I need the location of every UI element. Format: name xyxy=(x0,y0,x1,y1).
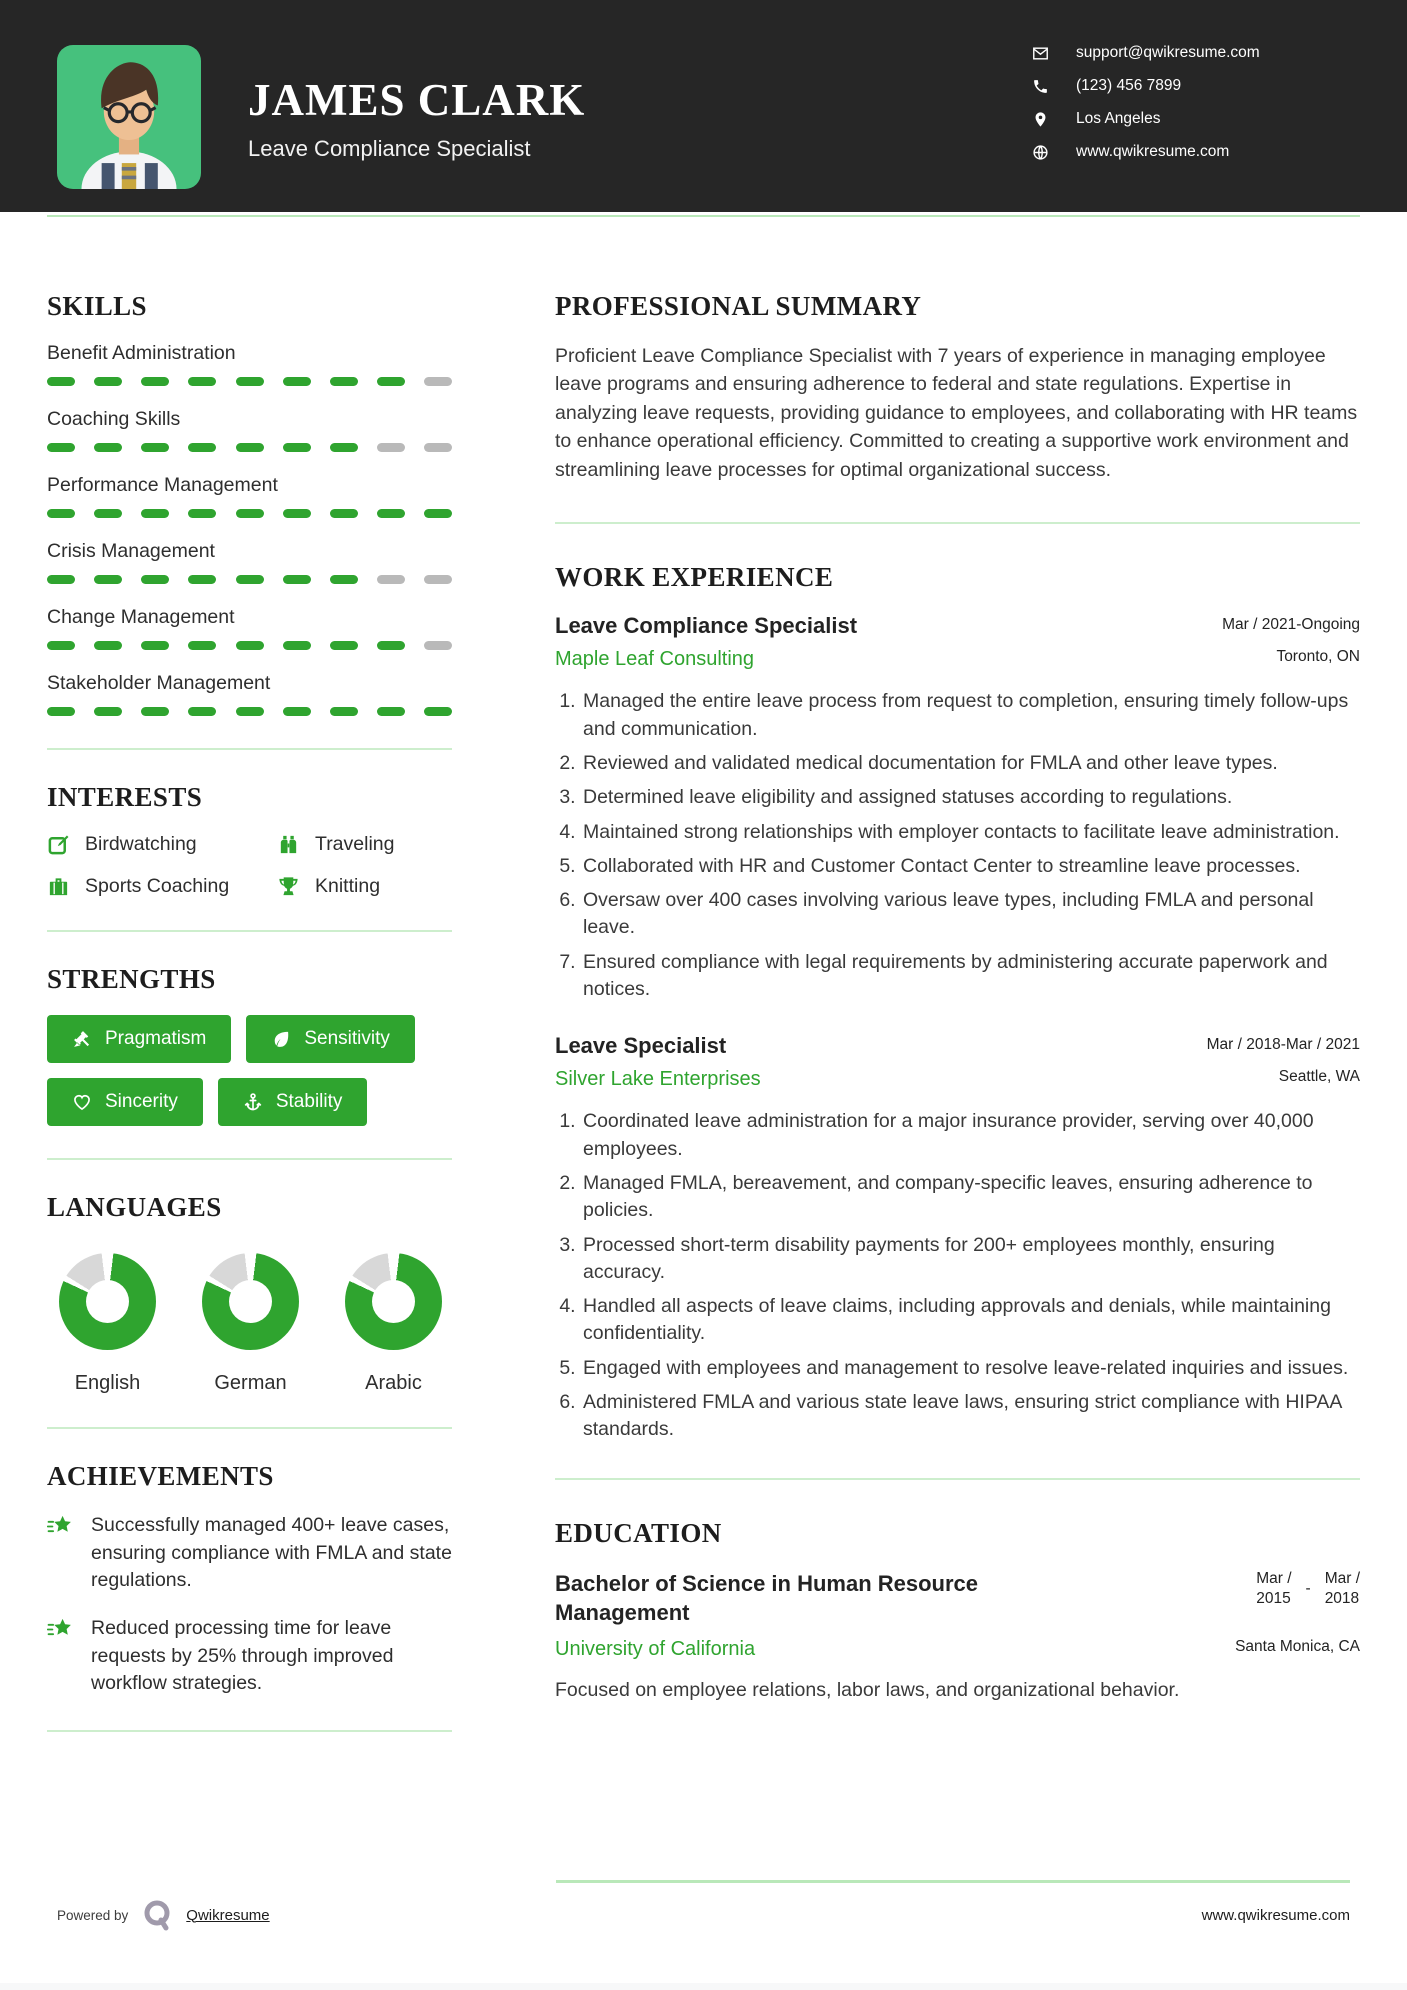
contact-text: support@qwikresume.com xyxy=(1076,44,1260,61)
trophy-icon xyxy=(277,875,300,898)
skill-dash xyxy=(47,707,75,716)
skill-dash xyxy=(47,509,75,518)
skill-dash xyxy=(330,707,358,716)
job-title: Leave Specialist xyxy=(555,1033,727,1059)
languages-list xyxy=(47,1243,452,1395)
job-bullet: 6. Oversaw over 400 cases involving various leave types, including FMLA and personal leave. xyxy=(581,887,1360,942)
person-job-title: Leave Compliance Specialist xyxy=(248,136,531,161)
strength-badge xyxy=(246,1015,415,1063)
education-section xyxy=(555,1518,1360,1702)
education-subheader xyxy=(555,1638,1360,1661)
skill-dash xyxy=(424,707,452,716)
section-divider xyxy=(47,1427,452,1429)
skill-name: Crisis Management xyxy=(47,540,215,562)
language-item xyxy=(59,1253,156,1395)
interest-label: Traveling xyxy=(315,833,395,855)
skill-dash xyxy=(236,707,264,716)
section-divider xyxy=(555,1478,1360,1480)
globe-icon xyxy=(1032,144,1049,161)
skill-dash xyxy=(330,509,358,518)
skills-list xyxy=(47,342,452,716)
skill-dash xyxy=(377,509,405,518)
strength-label: Sensitivity xyxy=(304,1028,390,1049)
interest-item xyxy=(47,833,277,856)
skill-dash xyxy=(377,707,405,716)
date-year: 2015 xyxy=(1256,1589,1291,1607)
strength-label: Sincerity xyxy=(105,1091,178,1112)
language-level-donut xyxy=(59,1253,156,1350)
skill-dash xyxy=(330,641,358,650)
languages-section xyxy=(47,1192,452,1395)
summary-heading: PROFESSIONAL SUMMARY xyxy=(555,291,922,321)
experience-heading: WORK EXPERIENCE xyxy=(555,562,834,593)
job-location xyxy=(1254,1068,1360,1086)
skill-dash xyxy=(283,377,311,386)
skill-dash xyxy=(188,509,216,518)
job-entry xyxy=(555,613,1360,1003)
skill-dash xyxy=(424,443,452,452)
company-name: Maple Leaf Consulting xyxy=(555,648,755,671)
strengths-list xyxy=(47,1015,487,1126)
footer xyxy=(57,1897,1350,1933)
contact-item[interactable] xyxy=(1032,44,1260,62)
achievement-text: Reduced processing time for leave requests by 25% through improved workflow strategies. xyxy=(91,1617,394,1695)
location-text: Santa Monica, CA xyxy=(1235,1637,1360,1655)
strength-badge xyxy=(47,1015,231,1063)
strength-label: Stability xyxy=(275,1091,343,1112)
section-divider xyxy=(555,522,1360,524)
pushpin-icon xyxy=(1254,1069,1270,1085)
bottom-strip xyxy=(0,1983,1407,1990)
language-level-donut xyxy=(202,1253,299,1350)
skills-section xyxy=(47,291,452,716)
achievement-item xyxy=(47,1512,452,1595)
school-name: University of California xyxy=(555,1637,756,1660)
skill-dash xyxy=(236,509,264,518)
job-bullet: 3. Determined leave eligibility and assigned statuses according to regulations. xyxy=(581,784,1360,811)
skill-dash xyxy=(188,575,216,584)
job-entry xyxy=(555,1033,1360,1443)
job-bullet: 1. Coordinated leave administration for a major insurance provider, serving over 40,000 employees. xyxy=(581,1108,1360,1163)
section-divider xyxy=(47,930,452,932)
education-location xyxy=(1210,1638,1360,1656)
achievements-heading: ACHIEVEMENTS xyxy=(47,1461,274,1491)
skill-dash xyxy=(424,377,452,386)
skill-item xyxy=(47,540,452,584)
skill-name: Stakeholder Management xyxy=(47,672,271,694)
achievements-list xyxy=(47,1512,452,1698)
summary-section xyxy=(555,291,1360,484)
education-date-start xyxy=(1256,1569,1291,1609)
skill-level-bar xyxy=(47,377,452,386)
skill-dash xyxy=(330,575,358,584)
interest-item xyxy=(277,875,452,898)
skill-dash xyxy=(283,707,311,716)
section-divider xyxy=(47,1730,452,1732)
languages-heading: LANGUAGES xyxy=(47,1192,222,1222)
left-column xyxy=(47,217,452,1764)
job-dates-text: Mar / 2018-Mar / 2021 xyxy=(1206,1036,1360,1054)
job-bullet: 7. Ensured compliance with legal requirements by administering accurate paperwork and notices. xyxy=(581,949,1360,1004)
skill-item xyxy=(47,474,452,518)
job-bullet: 4. Maintained strong relationships with employer contacts to facilitate leave administration. xyxy=(581,819,1360,846)
gavel-icon xyxy=(72,1029,92,1049)
education-date-end xyxy=(1325,1569,1360,1609)
contact-item xyxy=(1032,77,1260,95)
job-bullet: 3. Processed short-term disability payments for 200+ employees monthly, ensuring accuracy. xyxy=(581,1232,1360,1287)
identity xyxy=(248,75,586,162)
skill-dash xyxy=(236,575,264,584)
calendar-icon xyxy=(1182,1037,1198,1053)
section-divider xyxy=(47,1158,452,1160)
calendar-icon xyxy=(1197,617,1213,633)
right-column xyxy=(555,217,1360,1702)
date-separator: - xyxy=(1305,1579,1311,1597)
job-subheader xyxy=(555,1068,1360,1091)
briefcase-icon xyxy=(47,875,70,898)
skill-dash xyxy=(377,377,405,386)
contact-item[interactable] xyxy=(1032,143,1260,161)
skill-name: Coaching Skills xyxy=(47,408,181,430)
profile-photo xyxy=(57,45,201,189)
strengths-heading: STRENGTHS xyxy=(47,964,216,994)
interest-label: Sports Coaching xyxy=(85,875,230,897)
skill-dash xyxy=(330,377,358,386)
skill-dash xyxy=(141,443,169,452)
date-month: Mar / xyxy=(1256,1569,1292,1587)
job-bullets xyxy=(555,1108,1360,1443)
job-location-text: Toronto, ON xyxy=(1276,648,1360,666)
powered-by xyxy=(57,1897,270,1933)
skill-dash xyxy=(188,641,216,650)
interest-item xyxy=(277,833,452,856)
language-item xyxy=(345,1253,442,1395)
interests-heading: INTERESTS xyxy=(47,782,203,812)
anchor-icon xyxy=(243,1092,263,1112)
skill-dash xyxy=(236,641,264,650)
skill-dash xyxy=(47,641,75,650)
skill-dash xyxy=(47,575,75,584)
skill-dash xyxy=(188,377,216,386)
skill-level-bar xyxy=(47,509,452,518)
skill-dash xyxy=(141,641,169,650)
job-dates-text: Mar / 2021-Ongoing xyxy=(1222,616,1360,634)
skill-dash xyxy=(188,443,216,452)
person-name: JAMES CLARK xyxy=(248,75,586,125)
job-bullet: 2. Managed FMLA, bereavement, and company-specific leaves, ensuring adherence to policies. xyxy=(581,1170,1360,1225)
skill-name: Benefit Administration xyxy=(47,342,236,364)
skill-dash xyxy=(94,509,122,518)
skill-dash xyxy=(141,509,169,518)
job-dates xyxy=(1182,1036,1360,1054)
language-label: German xyxy=(214,1372,287,1394)
location-icon xyxy=(1032,111,1049,128)
skills-heading: SKILLS xyxy=(47,291,147,321)
footer-website-link[interactable]: www.qwikresume.com xyxy=(1201,1906,1350,1924)
skill-dash xyxy=(424,641,452,650)
job-title: Leave Compliance Specialist xyxy=(555,613,858,639)
skill-dash xyxy=(236,443,264,452)
date-month: Mar / xyxy=(1324,1569,1360,1587)
skill-dash xyxy=(377,575,405,584)
skill-dash xyxy=(424,575,452,584)
binoculars-icon xyxy=(277,833,300,856)
skill-dash xyxy=(424,509,452,518)
contact-list xyxy=(1032,44,1260,161)
skill-level-bar xyxy=(47,575,452,584)
interest-item xyxy=(47,875,277,898)
experience-section xyxy=(555,562,1360,1443)
skill-dash xyxy=(330,443,358,452)
footer-divider xyxy=(556,1880,1350,1883)
job-bullet: 2. Reviewed and validated medical documentation for FMLA and other leave types. xyxy=(581,750,1360,777)
phone-icon xyxy=(1032,78,1049,95)
job-bullet: 6. Administered FMLA and various state leave laws, ensuring strict compliance with HIPAA standards. xyxy=(581,1389,1360,1444)
powered-by-label: Powered by xyxy=(57,1907,129,1923)
skill-dash xyxy=(141,377,169,386)
contact-text: (123) 456 7899 xyxy=(1076,77,1182,94)
strength-label: Pragmatism xyxy=(105,1028,207,1049)
job-bullet: 1. Managed the entire leave process from request to completion, ensuring timely follow-ups and communication. xyxy=(581,688,1360,743)
job-header xyxy=(555,613,1360,639)
skill-dash xyxy=(141,575,169,584)
skill-dash xyxy=(94,575,122,584)
achievements-section xyxy=(47,1461,452,1698)
strength-badge xyxy=(47,1078,203,1126)
date-year: 2018 xyxy=(1324,1589,1360,1607)
education-heading: EDUCATION xyxy=(555,1517,722,1548)
skill-level-bar xyxy=(47,443,452,452)
job-bullet: 5. Collaborated with HR and Customer Contact Center to streamline leave processes. xyxy=(581,853,1360,880)
skill-dash xyxy=(283,641,311,650)
interests-list xyxy=(47,833,452,898)
strength-badge xyxy=(218,1078,368,1126)
skill-dash xyxy=(47,377,75,386)
email-icon xyxy=(1032,45,1049,62)
strengths-section xyxy=(47,964,452,1126)
company-name: Silver Lake Enterprises xyxy=(555,1068,761,1091)
qwikresume-logo-icon xyxy=(139,1897,175,1933)
language-label: English xyxy=(74,1372,141,1394)
language-item xyxy=(202,1253,299,1395)
summary-text: Proficient Leave Compliance Specialist with 7 years of experience in managing employee leave programs and ensuring adherence to federal and state regulations. Expertise in analyzing leave requests, providing guidance to employees, and collaborating with HR teams to enhance operational efficiency. Committed to creating a supportive work environment and streamlining leave processes for optimal organizational success. xyxy=(555,345,1358,481)
skill-item xyxy=(47,606,452,650)
header xyxy=(0,0,1407,212)
calendar-icon xyxy=(1228,1581,1244,1597)
degree-title: Bachelor of Science in Human Resource Management xyxy=(555,1570,979,1626)
contact-text: Los Angeles xyxy=(1076,110,1161,127)
job-subheader xyxy=(555,648,1360,671)
skill-item xyxy=(47,408,452,452)
education-dates xyxy=(1228,1569,1360,1609)
language-level-donut xyxy=(345,1253,442,1350)
pen-icon xyxy=(47,833,70,856)
contact-item xyxy=(1032,110,1260,128)
skill-item xyxy=(47,672,452,716)
section-divider xyxy=(47,748,452,750)
job-bullet: 5. Engaged with employees and management to resolve leave-related inquiries and issues. xyxy=(581,1355,1360,1382)
skill-dash xyxy=(377,443,405,452)
interest-label: Birdwatching xyxy=(85,833,197,855)
shooting-star-icon xyxy=(47,1616,74,1698)
skill-level-bar xyxy=(47,707,452,716)
heart-icon xyxy=(72,1092,92,1112)
skill-level-bar xyxy=(47,641,452,650)
job-bullet: 4. Handled all aspects of leave claims, including approvals and denials, while maintaining confidentiality. xyxy=(581,1293,1360,1348)
skill-dash xyxy=(141,707,169,716)
interests-section xyxy=(47,782,452,898)
skill-item xyxy=(47,342,452,386)
skill-dash xyxy=(236,377,264,386)
achievement-text: Successfully managed 400+ leave cases, ensuring compliance with FMLA and state regulations. xyxy=(91,1514,452,1592)
contact-text: www.qwikresume.com xyxy=(1076,143,1230,160)
skill-dash xyxy=(94,377,122,386)
job-bullets xyxy=(555,688,1360,1003)
interest-label: Knitting xyxy=(315,875,381,897)
skill-dash xyxy=(94,443,122,452)
job-location-text: Seattle, WA xyxy=(1278,1068,1360,1086)
skill-dash xyxy=(377,641,405,650)
education-description: Focused on employee relations, labor laws, and organizational behavior. xyxy=(555,1678,1180,1701)
skill-dash xyxy=(188,707,216,716)
skill-dash xyxy=(283,509,311,518)
content xyxy=(0,217,1407,1764)
skill-name: Performance Management xyxy=(47,474,278,496)
skill-dash xyxy=(283,443,311,452)
shooting-star-icon xyxy=(47,1513,74,1595)
jobs-list xyxy=(555,613,1360,1443)
language-label: Arabic xyxy=(365,1372,422,1394)
pushpin-icon xyxy=(1251,649,1267,665)
leaf-icon xyxy=(271,1029,291,1049)
job-header xyxy=(555,1033,1360,1059)
skill-dash xyxy=(94,641,122,650)
pushpin-icon xyxy=(1210,1639,1226,1655)
skill-name: Change Management xyxy=(47,606,235,628)
qwikresume-link[interactable]: Qwikresume xyxy=(186,1906,270,1924)
education-header xyxy=(555,1569,1360,1628)
skill-dash xyxy=(283,575,311,584)
skill-dash xyxy=(94,707,122,716)
job-dates xyxy=(1197,616,1360,634)
skill-dash xyxy=(47,443,75,452)
job-location xyxy=(1251,648,1360,666)
achievement-item xyxy=(47,1615,452,1698)
